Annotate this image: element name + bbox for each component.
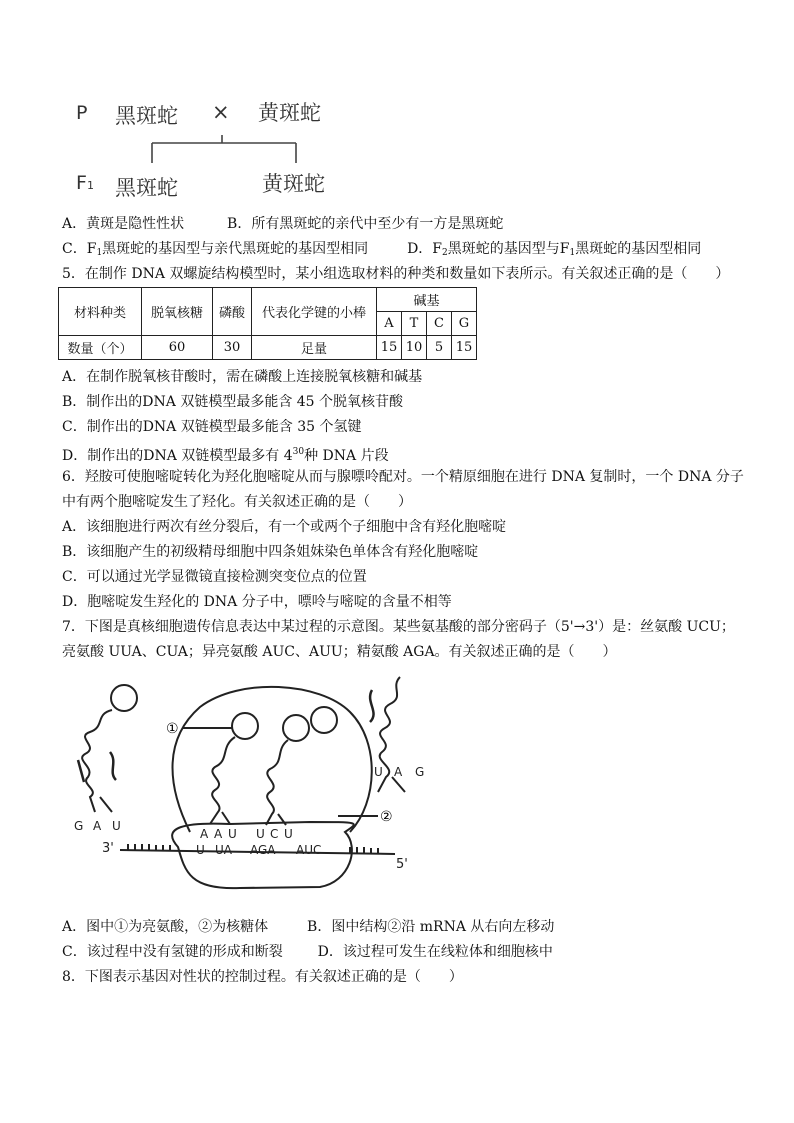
- q5-stem: 5．在制作 DNA 双螺旋结构模型时，某小组选取材料的种类和数量如下表所示。有关叙述正确的是（ ）: [62, 266, 730, 282]
- anticodon-base-4: U: [256, 827, 265, 841]
- mrna-codon-3: AGA: [250, 843, 276, 857]
- q7-option-c: C．该过程中没有氢键的形成和断裂: [62, 944, 283, 960]
- mrna-5prime-end: 5': [396, 857, 408, 872]
- anticodon-base-3: U: [228, 827, 237, 841]
- mrna-codon-2: UA: [215, 843, 232, 857]
- amino-acid-circle-1: [232, 713, 258, 739]
- q6-stem-line1: 6．羟胺可使胞嘧啶转化为羟化胞嘧啶从而与腺嘌呤配对。一个精原细胞在进行 DNA 复制时，一个 DNA 分子: [62, 469, 744, 485]
- right-anticodon-2: A: [394, 765, 403, 779]
- trna-middle-2: [266, 740, 288, 825]
- anticodon-base-6: U: [284, 827, 293, 841]
- ribosome-large-subunit: [173, 687, 372, 832]
- cell-base-t: 10: [402, 336, 427, 360]
- cell-bond-sticks: 足量: [252, 336, 377, 360]
- q6-option-b: B．该细胞产生的初级精母细胞中四条姐妹染色单体含有羟化胞嘧啶: [62, 544, 479, 560]
- header-base-c: C: [427, 312, 452, 336]
- anticodon-base-5: C: [270, 827, 279, 841]
- header-base-g: G: [452, 312, 477, 336]
- parent-black-snake: 黑斑蛇: [115, 104, 178, 128]
- cell-phosphate: 30: [213, 336, 252, 360]
- q4-option-b: B．所有黑斑蛇的亲代中至少有一方是黑斑蛇: [227, 216, 504, 232]
- header-bond-sticks: 代表化学键的小棒: [252, 288, 377, 336]
- q4-option-c-d-row: [62, 239, 701, 263]
- q4-option-d: D．$F_2$黑斑蛇的基因型与$F_1$黑斑蛇的基因型相同: [407, 241, 702, 258]
- mrna-codon-4: AUC: [296, 843, 322, 857]
- cell-deoxyribose: 60: [142, 336, 213, 360]
- left-anticodon-1: G: [74, 819, 84, 833]
- right-anticodon-1: U: [374, 765, 383, 779]
- header-material-type: 材料种类: [59, 288, 142, 336]
- q7-option-d: D．该过程可发生在线粒体和细胞核中: [317, 944, 553, 960]
- header-base-a: A: [377, 312, 402, 336]
- header-bases: 碱基: [377, 288, 477, 312]
- header-deoxyribose: 脱氧核糖: [142, 288, 213, 336]
- parent-yellow-snake: 黄斑蛇: [258, 101, 321, 125]
- mrna-codon-1: U: [196, 843, 205, 857]
- row-label-quantity: 数量（个）: [59, 336, 142, 360]
- q7-stem-line2: 亮氨酸 UUA、CUA；异亮氨酸 AUC、AUU；精氨酸 AGA。有关叙述正确的是（ ）: [62, 644, 617, 660]
- label-1: ①: [166, 721, 179, 737]
- q5-option-c: C．制作出的DNA 双链模型最多能含 35 个氢键: [62, 419, 362, 435]
- left-anticodon-3: U: [112, 819, 121, 833]
- amino-acid-circle-2: [283, 715, 309, 741]
- q7-option-a-b-row: [62, 917, 554, 937]
- q6-option-c: C．可以通过光学显微镜直接检测突变位点的位置: [62, 569, 367, 585]
- header-base-t: T: [402, 312, 427, 336]
- anticodon-base-2: A: [214, 827, 223, 841]
- q7-stem-line1: 7．下图是真核细胞遗传信息表达中某过程的示意图。某些氨基酸的部分密码子（5'→3'）是：丝氨酸 UCU；: [62, 619, 735, 635]
- amino-acid-circle-3: [311, 707, 337, 733]
- generation-f1-label: F1: [76, 172, 94, 194]
- cell-base-g: 15: [452, 336, 477, 360]
- cell-base-a: 15: [377, 336, 402, 360]
- q7-option-c-d-row: [62, 942, 553, 962]
- q8-stem: 8．下图表示基因对性状的控制过程。有关叙述正确的是（ ）: [62, 969, 463, 985]
- left-anticodon-2: A: [93, 819, 102, 833]
- trna-left: [82, 710, 112, 812]
- trna-middle-1: [210, 737, 235, 824]
- q7-option-a: A．图中①为亮氨酸，②为核糖体: [62, 919, 269, 935]
- anticodon-base-1: A: [200, 827, 209, 841]
- q4-option-a-b-row: [62, 214, 503, 234]
- q7-option-b: B．图中结构②沿 mRNA 从右向左移动: [307, 919, 555, 935]
- right-anticodon-3: G: [415, 765, 425, 779]
- q6-option-d: D．胞嘧啶发生羟化的 DNA 分子中，嘌呤与嘧啶的含量不相等: [62, 594, 452, 610]
- f1-yellow-snake: 黄斑蛇: [262, 172, 325, 196]
- mrna-3prime-end: 3': [102, 841, 114, 856]
- q6-stem-line2: 中有两个胞嘧啶发生了羟化。有关叙述正确的是（ ）: [62, 494, 412, 510]
- q4-option-a: A．黄斑是隐性性状: [62, 216, 185, 232]
- amino-acid-circle-left: [111, 685, 137, 711]
- header-phosphate: 磷酸: [213, 288, 252, 336]
- materials-table: [58, 287, 477, 360]
- q6-option-a: A．该细胞进行两次有丝分裂后，有一个或两个子细胞中含有羟化胞嘧啶: [62, 519, 507, 535]
- cross-bracket-lines: [140, 135, 310, 165]
- q5-option-d: D．制作出的DNA 双链模型最多有 $4^{30}$种 DNA 片段: [62, 447, 389, 464]
- q5-option-a: A．在制作脱氧核苷酸时，需在磷酸上连接脱氧核糖和碱基: [62, 369, 423, 385]
- f1-black-snake: 黑斑蛇: [115, 176, 178, 200]
- q4-option-c: C．$F_1$黑斑蛇的基因型与亲代黑斑蛇的基因型相同: [62, 241, 369, 258]
- cross-sign: ×: [212, 100, 230, 124]
- q5-option-b: B．制作出的DNA 双链模型最多能含 45 个脱氧核苷酸: [62, 394, 404, 410]
- label-2: ②: [380, 809, 393, 825]
- translation-figure: [60, 672, 460, 902]
- cell-base-c: 5: [427, 336, 452, 360]
- generation-p-label: P: [76, 102, 88, 124]
